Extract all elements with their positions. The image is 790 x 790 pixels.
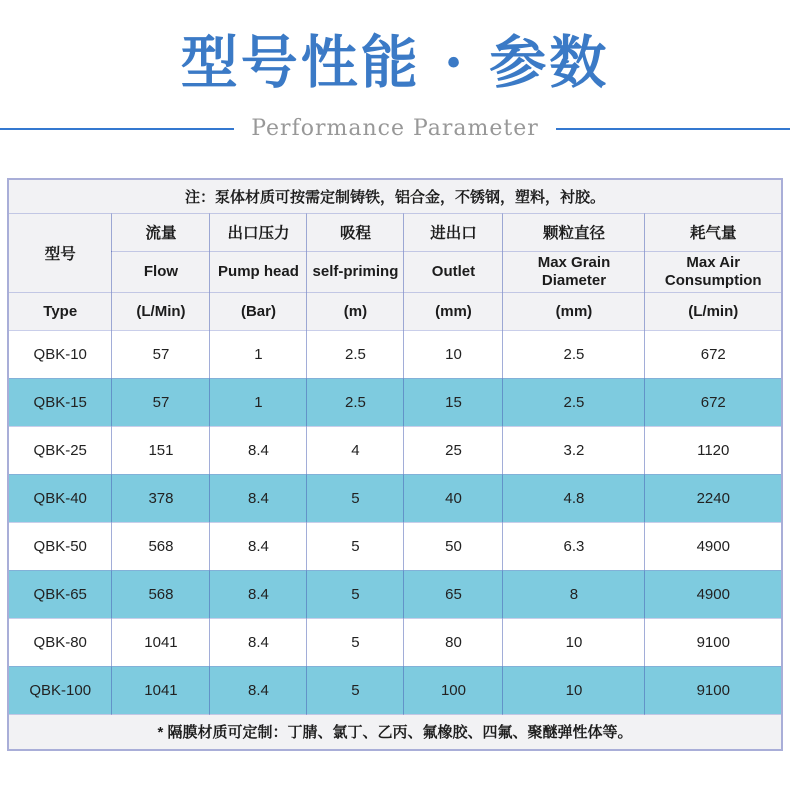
value-cell: 8.4 bbox=[210, 618, 307, 666]
header-row-units bbox=[8, 292, 782, 330]
col-header-outlet-cn: 进出口 bbox=[404, 213, 503, 251]
value-cell: 1041 bbox=[112, 618, 210, 666]
value-cell: 5 bbox=[307, 474, 404, 522]
value-cell: 8.4 bbox=[210, 666, 307, 714]
subtitle-text: Performance Parameter bbox=[251, 116, 539, 141]
value-cell: 10 bbox=[404, 330, 503, 378]
col-header-selfpriming-cn: 吸程 bbox=[307, 213, 404, 251]
col-unit-air: (L/min) bbox=[645, 292, 782, 330]
value-cell: 1041 bbox=[112, 666, 210, 714]
col-header-selfpriming-en: self-priming bbox=[307, 251, 404, 292]
col-header-pumphead-en: Pump head bbox=[210, 251, 307, 292]
table-row bbox=[8, 426, 782, 474]
value-cell: 5 bbox=[307, 666, 404, 714]
value-cell: 15 bbox=[404, 378, 503, 426]
col-header-pumphead-cn: 出口压力 bbox=[210, 213, 307, 251]
table-row bbox=[8, 330, 782, 378]
value-cell: 10 bbox=[503, 666, 645, 714]
note-row bbox=[8, 179, 782, 213]
col-header-flow-cn: 流量 bbox=[112, 213, 210, 251]
value-cell: 4900 bbox=[645, 522, 782, 570]
col-header-grain-en: Max Grain Diameter bbox=[503, 251, 645, 292]
col-header-grain-cn: 颗粒直径 bbox=[503, 213, 645, 251]
value-cell: 40 bbox=[404, 474, 503, 522]
value-cell: 1 bbox=[210, 330, 307, 378]
value-cell: 568 bbox=[112, 522, 210, 570]
model-cell: QBK-100 bbox=[8, 666, 112, 714]
value-cell: 6.3 bbox=[503, 522, 645, 570]
value-cell: 2.5 bbox=[503, 378, 645, 426]
value-cell: 8.4 bbox=[210, 474, 307, 522]
table-row bbox=[8, 666, 782, 714]
value-cell: 5 bbox=[307, 618, 404, 666]
model-cell: QBK-65 bbox=[8, 570, 112, 618]
value-cell: 65 bbox=[404, 570, 503, 618]
value-cell: 8.4 bbox=[210, 426, 307, 474]
header-row-en bbox=[8, 251, 782, 292]
value-cell: 4.8 bbox=[503, 474, 645, 522]
value-cell: 2240 bbox=[645, 474, 782, 522]
table-row bbox=[8, 474, 782, 522]
value-cell: 100 bbox=[404, 666, 503, 714]
value-cell: 2.5 bbox=[307, 330, 404, 378]
col-header-air-en: Max Air Consumption bbox=[645, 251, 782, 292]
value-cell: 151 bbox=[112, 426, 210, 474]
value-cell: 672 bbox=[645, 330, 782, 378]
value-cell: 9100 bbox=[645, 666, 782, 714]
spec-table bbox=[7, 178, 783, 751]
col-unit-outlet: (mm) bbox=[404, 292, 503, 330]
value-cell: 57 bbox=[112, 330, 210, 378]
value-cell: 5 bbox=[307, 522, 404, 570]
table-row bbox=[8, 378, 782, 426]
page-title: 型号性能 · 参数 bbox=[180, 29, 610, 96]
table-note: 注：泵体材质可按需定制铸铁，铝合金，不锈钢，塑料，衬胶。 bbox=[8, 179, 782, 213]
value-cell: 8 bbox=[503, 570, 645, 618]
col-header-model-cn: 型号 bbox=[8, 213, 112, 292]
subtitle-right-line bbox=[556, 128, 790, 130]
subtitle-left-line bbox=[0, 128, 234, 130]
value-cell: 2.5 bbox=[503, 330, 645, 378]
col-header-flow-en: Flow bbox=[112, 251, 210, 292]
value-cell: 2.5 bbox=[307, 378, 404, 426]
value-cell: 4900 bbox=[645, 570, 782, 618]
model-cell: QBK-25 bbox=[8, 426, 112, 474]
value-cell: 50 bbox=[404, 522, 503, 570]
subtitle-row bbox=[0, 116, 790, 141]
value-cell: 80 bbox=[404, 618, 503, 666]
table-footnote: * 隔膜材质可定制：丁腈、氯丁、乙丙、氟橡胶、四氟、聚醚弹性体等。 bbox=[8, 714, 782, 750]
value-cell: 57 bbox=[112, 378, 210, 426]
value-cell: 5 bbox=[307, 570, 404, 618]
col-header-type-label: Type bbox=[8, 292, 112, 330]
value-cell: 8.4 bbox=[210, 522, 307, 570]
footnote-row bbox=[8, 714, 782, 750]
col-unit-grain: (mm) bbox=[503, 292, 645, 330]
col-header-air-cn: 耗气量 bbox=[645, 213, 782, 251]
model-cell: QBK-80 bbox=[8, 618, 112, 666]
col-unit-pumphead: (Bar) bbox=[210, 292, 307, 330]
value-cell: 1 bbox=[210, 378, 307, 426]
col-unit-selfpriming: (m) bbox=[307, 292, 404, 330]
value-cell: 9100 bbox=[645, 618, 782, 666]
table-row bbox=[8, 522, 782, 570]
table-row bbox=[8, 618, 782, 666]
model-cell: QBK-15 bbox=[8, 378, 112, 426]
value-cell: 378 bbox=[112, 474, 210, 522]
value-cell: 4 bbox=[307, 426, 404, 474]
table-row bbox=[8, 570, 782, 618]
model-cell: QBK-10 bbox=[8, 330, 112, 378]
model-cell: QBK-50 bbox=[8, 522, 112, 570]
model-cell: QBK-40 bbox=[8, 474, 112, 522]
value-cell: 8.4 bbox=[210, 570, 307, 618]
value-cell: 1120 bbox=[645, 426, 782, 474]
value-cell: 3.2 bbox=[503, 426, 645, 474]
col-unit-flow: (L/Min) bbox=[112, 292, 210, 330]
value-cell: 568 bbox=[112, 570, 210, 618]
value-cell: 672 bbox=[645, 378, 782, 426]
value-cell: 25 bbox=[404, 426, 503, 474]
header-row-cn bbox=[8, 213, 782, 251]
col-header-outlet-en: Outlet bbox=[404, 251, 503, 292]
value-cell: 10 bbox=[503, 618, 645, 666]
